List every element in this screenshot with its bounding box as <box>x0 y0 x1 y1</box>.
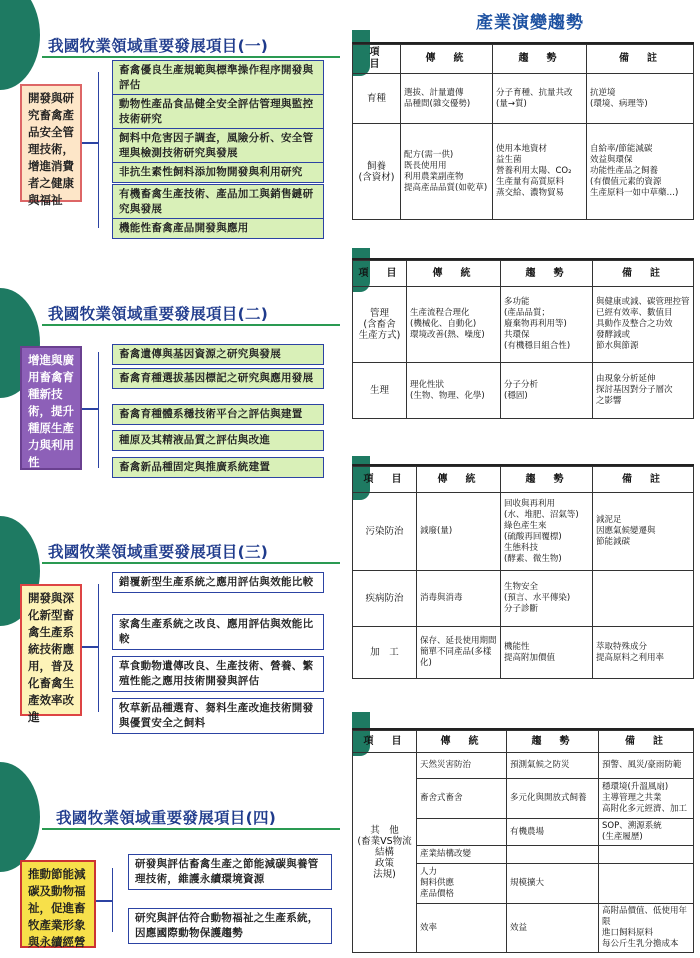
col-header: 傳 統 <box>417 731 507 753</box>
cell-trend: 生物安全 (預言、水平傳染) 分子診斷 <box>501 571 593 627</box>
slide-4-item-2: 研究與評估符合動物福祉之生產系統，因應國際動物保護趨勢 <box>128 908 332 944</box>
slide-2 <box>0 248 340 493</box>
slide-2-goal-box: 增進與廣用畜禽育種新技術，提升種原生產力與利用性 <box>20 346 82 470</box>
right-title: 產業演變趨勢 <box>476 13 584 33</box>
cell-traditional: 保存、延長使用期間 簡單不同產品(多樣化) <box>417 627 501 679</box>
trend-table-3 <box>352 464 694 679</box>
cell-note: SOP、溯源系統 (生產履歷) <box>599 819 694 846</box>
cell-note: 穩環境(升溫風扇) 主導管理之共業 高附化多元經濟、加工 <box>599 779 694 819</box>
cell-trend: 分子育種、抗量共改 (量→質) <box>493 74 587 124</box>
row-category: 污染防治 <box>353 493 417 571</box>
bracket-line <box>98 352 99 468</box>
slide-1-item-6: 機能性畜禽產品開發與應用 <box>112 218 324 239</box>
slide-3-item-2: 家禽生產系統之改良、應用評估與效能比較 <box>112 614 324 650</box>
cell-traditional: 生產流程合理化 (機械化、自動化) 環境改善(熱、噪度) <box>407 287 501 363</box>
connector <box>96 900 112 902</box>
row-category: 育種 <box>353 74 401 124</box>
connector <box>82 142 98 144</box>
slide-2-item-4: 種原及其精液品質之評估與改進 <box>112 430 324 451</box>
cell-trend: 預測氣候之防災 <box>507 753 599 779</box>
cell-traditional: 人力 飼料供應 產品價格 <box>417 864 507 904</box>
cell-trend: 分子分析 (穩固) <box>501 363 593 419</box>
col-header: 備 註 <box>593 261 694 287</box>
cell-trend <box>507 846 599 864</box>
slide-2-item-5: 畜禽新品種固定與推廣系統建置 <box>112 457 324 478</box>
row-category: 管理 (含畜舍 生產方式) <box>353 287 407 363</box>
bracket-line <box>98 72 99 228</box>
slide-3-item-1: 錯覆新型生產系統之應用評估與效能比較 <box>112 572 324 593</box>
trend-table-1 <box>352 42 694 220</box>
row-category: 疾病防治 <box>353 571 417 627</box>
connector <box>82 408 98 410</box>
cell-traditional: 理化性狀 (生物、物理、化學) <box>407 363 501 419</box>
cell-note: 自給率/節能減碳 效益與環保 功能性產品之飼養 (有價值元素的資源 生產原料一如中草藥…) <box>587 124 694 220</box>
slide-1-item-5: 有機畜禽生產技術、產品加工與銷售鏈研究與發展 <box>112 184 324 220</box>
cell-trend: 多功能 (產品品質； 廢棄物再利用等) 共環保 (有機穩目組合性) <box>501 287 593 363</box>
slide-2-item-1: 畜禽遺傳與基因資源之研究與發展 <box>112 344 324 365</box>
bracket-line <box>112 868 113 932</box>
row-category: 加 工 <box>353 627 417 679</box>
cell-note: 高附品價值、低使用年限 進口飼料原料 每公斤生乳分擔成本 <box>599 904 694 953</box>
green-arc-decoration <box>0 762 40 872</box>
col-header: 趨 勢 <box>501 261 593 287</box>
cell-traditional: 畜舍式畜舍 <box>417 779 507 819</box>
cell-trend: 多元化與開放式飼養 <box>507 779 599 819</box>
slide-1-item-4: 非抗生素性飼料添加物開發與利用研究 <box>112 162 324 183</box>
cell-note: 預警、風災/豪雨防範 <box>599 753 694 779</box>
row-category: 飼養 (含資材) <box>353 124 401 220</box>
cell-traditional: 減廢(量) <box>417 493 501 571</box>
col-header: 傳 統 <box>401 45 493 74</box>
cell-note: 由現象分析延伸 探討基因對分子層次 之影響 <box>593 363 694 419</box>
cell-traditional: 效率 <box>417 904 507 953</box>
slide-1-item-2: 動物性產品食品健全安全評估管理與監控技術研究 <box>112 94 324 130</box>
col-header: 項 目 <box>353 45 401 74</box>
title-underline <box>42 562 340 564</box>
col-header: 趨 勢 <box>501 467 593 493</box>
cell-traditional: 選拔、計量遺傳 品種間(雜交優勢) <box>401 74 493 124</box>
cell-note: 抗逆境 (環境、病理等) <box>587 74 694 124</box>
cell-traditional: 產業結構改變 <box>417 846 507 864</box>
col-header: 項 目 <box>353 731 417 753</box>
col-header: 傳 統 <box>417 467 501 493</box>
col-header: 項 目 <box>353 261 407 287</box>
slide-4-goal-box: 推動節能減碳及動物福祉，促進畜牧產業形象與永續經營 <box>20 860 96 948</box>
cell-note <box>599 846 694 864</box>
cell-trend: 有機農場 <box>507 819 599 846</box>
cell-traditional <box>417 819 507 846</box>
slide-2-item-2: 畜禽育種選拔基因標記之研究與應用發展 <box>112 368 324 389</box>
cell-trend: 回收與再利用 (水、堆肥、沼氣等) 綠色產生來 (硫酸再回覆標) 生態科技 (酵素、微生物) <box>501 493 593 571</box>
cell-note: 減泥足 因應氣候變遷與 節能減碳 <box>593 493 694 571</box>
slide-1-title: 我國牧業領域重要發展項目(一) <box>48 37 269 55</box>
slide-3-goal-box: 開發與深化新型畜禽生產系統技術應用，普及化畜禽生產效率改進 <box>20 584 82 716</box>
col-header: 項 目 <box>353 467 417 493</box>
slide-1-item-3: 飼料中危害因子調查，風險分析、安全管理與檢測技術研究與發展 <box>112 128 324 164</box>
trend-table-4 <box>352 728 694 953</box>
cell-trend: 機能性 提高附加價值 <box>501 627 593 679</box>
cell-note <box>593 571 694 627</box>
cell-traditional: 配方(需一供) 既長使用用 利用農業副產物 提高產品品質(如乾草) <box>401 124 493 220</box>
row-category: 其 他 (畜業VS物流 結構 政策 法規) <box>353 753 417 953</box>
cell-traditional: 天然災害防治 <box>417 753 507 779</box>
trend-table-2 <box>352 258 694 419</box>
slide-3-item-4: 牧草新品種選育、芻料生產改進技術開發與優質安全之飼料 <box>112 698 324 734</box>
slide-1 <box>0 0 340 245</box>
cell-note <box>599 864 694 904</box>
slide-3-item-3: 草食動物遺傳改良、生產技術、營養、繁殖性能之應用技術開發與評估 <box>112 656 324 692</box>
slide-2-title: 我國牧業領域重要發展項目(二) <box>48 305 269 323</box>
connector <box>82 646 98 648</box>
green-arc-decoration <box>0 0 40 90</box>
col-header: 趨 勢 <box>507 731 599 753</box>
col-header: 備 註 <box>599 731 694 753</box>
slide-4-item-1: 研發與評估畜禽生產之節能減碳與養管理技術，維護永續環境資源 <box>128 854 332 890</box>
col-header: 備 註 <box>587 45 694 74</box>
title-underline <box>42 324 340 326</box>
title-underline <box>42 56 340 58</box>
col-header: 備 註 <box>593 467 694 493</box>
cell-trend: 規模擴大 <box>507 864 599 904</box>
slide-2-item-3: 畜禽育種體系穩技術平台之評估與建置 <box>112 404 324 425</box>
slide-3 <box>0 496 340 746</box>
title-underline <box>42 828 340 830</box>
slide-3-title: 我國牧業領域重要發展項目(三) <box>48 543 269 561</box>
bracket-line <box>98 584 99 712</box>
slide-1-goal-box: 開發與研究畜禽產品安全管理技術，增進消費者之健康與福祉 <box>20 84 82 202</box>
cell-note: 萃取特殊成分 提高原料之利用率 <box>593 627 694 679</box>
cell-note: 與健康或減、碳管理控管 已經有效率、數值目 具動作及整合之功效 發酵減或 節水與節源 <box>593 287 694 363</box>
cell-trend: 效益 <box>507 904 599 953</box>
slide-1-item-1: 畜禽優良生產規範與標準操作程序開發與評估 <box>112 60 324 96</box>
col-header: 傳 統 <box>407 261 501 287</box>
col-header: 趨 勢 <box>493 45 587 74</box>
slide-4 <box>0 750 340 958</box>
row-category: 生理 <box>353 363 407 419</box>
cell-traditional: 消毒與消毒 <box>417 571 501 627</box>
slide-4-title: 我國牧業領域重要發展項目(四) <box>56 809 277 827</box>
cell-trend: 使用本地資材 益生菌 營養利用太陽、CO₂ 生產量有高質原料 蒸交給、濃物貿易 <box>493 124 587 220</box>
